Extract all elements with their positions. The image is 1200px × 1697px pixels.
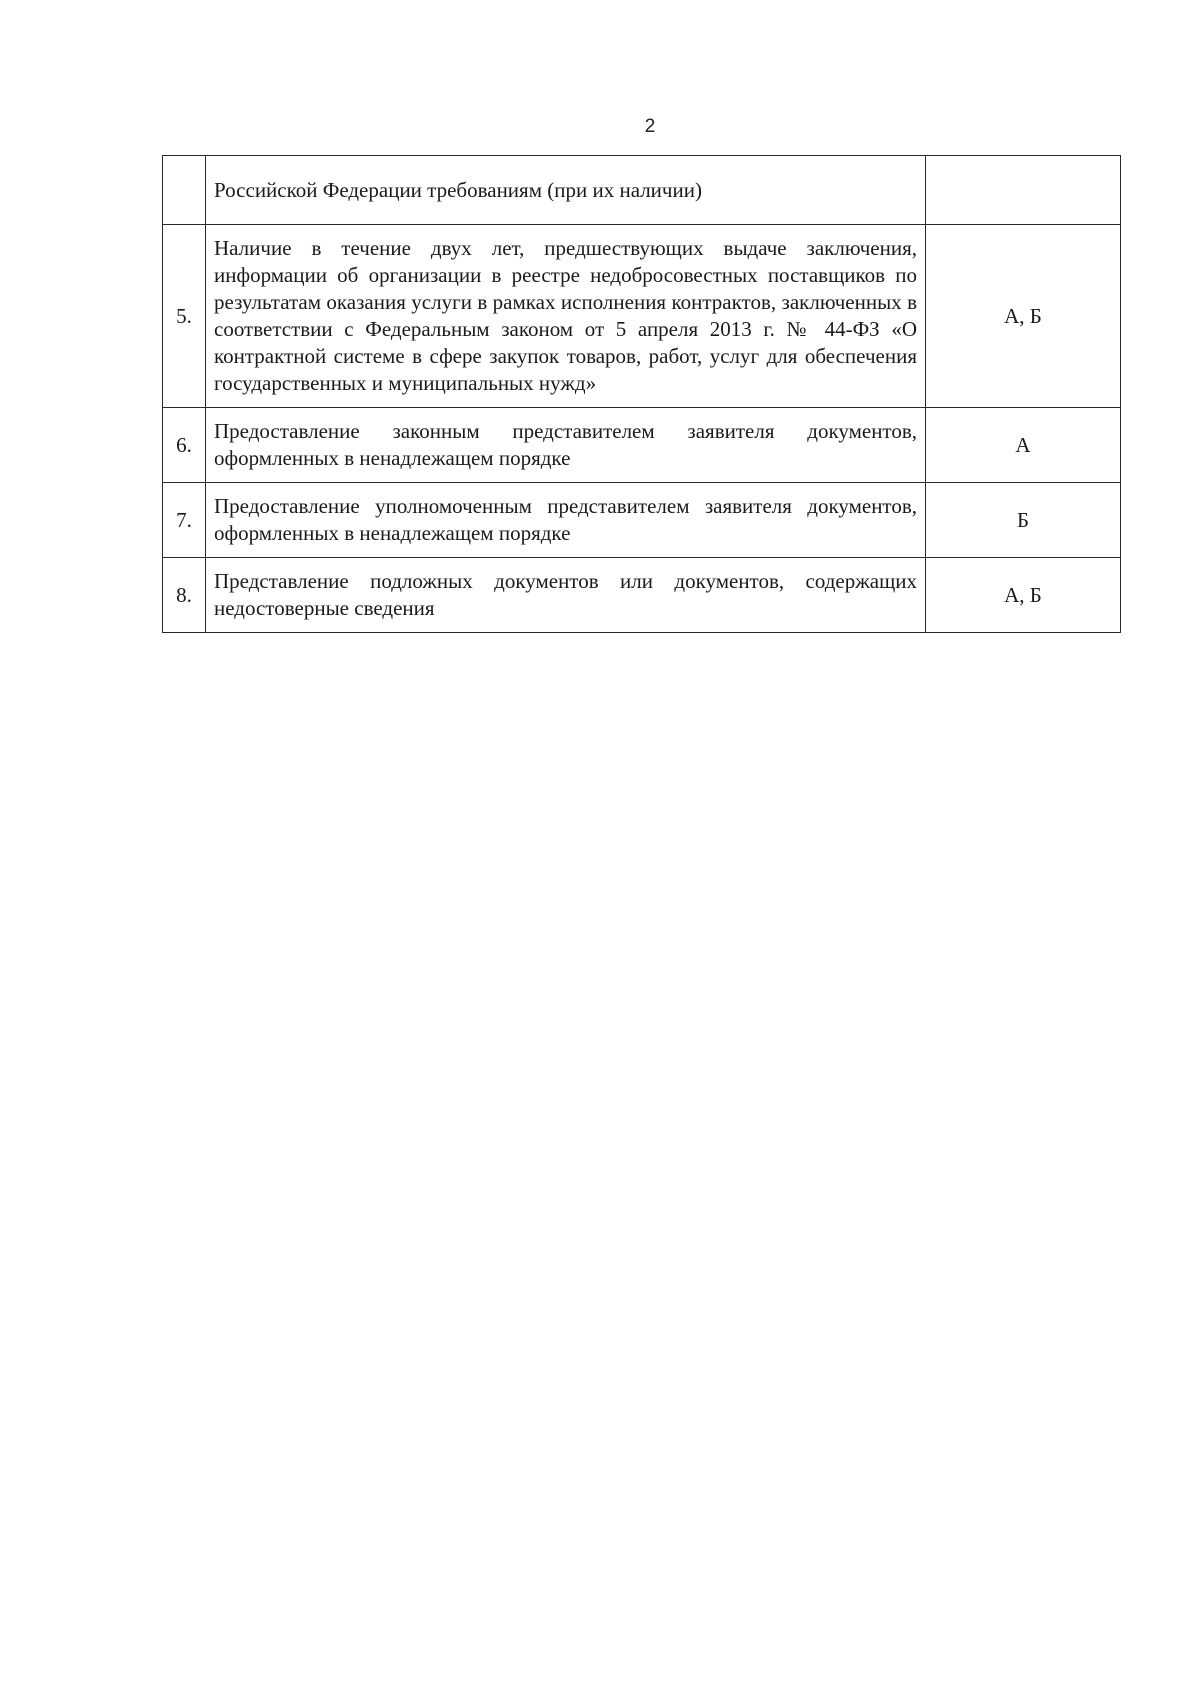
row-text: Предоставление законным представителем заявителя документов, оформленных в ненадлежащем порядке (206, 408, 926, 483)
row-code: А, Б (926, 225, 1121, 408)
page-number: 2 (644, 116, 656, 137)
row-number: 6. (163, 408, 206, 483)
row-number: 8. (163, 558, 206, 633)
row-code: А (926, 408, 1121, 483)
row-code: Б (926, 483, 1121, 558)
row-code: А, Б (926, 558, 1121, 633)
table-row (163, 156, 1121, 225)
row-text: Российской Федерации требованиям (при их наличии) (206, 156, 926, 225)
table-row (163, 225, 1121, 408)
table-row (163, 483, 1121, 558)
row-number: 5. (163, 225, 206, 408)
table-row (163, 408, 1121, 483)
row-number: 7. (163, 483, 206, 558)
row-text: Наличие в течение двух лет, предшествующих выдаче заключения, информации об организации в реестре недобросовестных поставщиков по результатам оказания услуги в рамках исполнения контрактов, заключенных в соответствии с Федеральным законом от 5 апреля 2013 г. № 44-ФЗ «О контрактной системе в сфере закупок товаров, работ, услуг для обеспечения государственных и муниципальных нужд» (206, 225, 926, 408)
row-text: Представление подложных документов или документов, содержащих недостоверные сведения (206, 558, 926, 633)
criteria-table (162, 155, 1121, 633)
row-text: Предоставление уполномоченным представителем заявителя документов, оформленных в ненадлежащем порядке (206, 483, 926, 558)
row-code (926, 156, 1121, 225)
table-row (163, 558, 1121, 633)
row-number (163, 156, 206, 225)
